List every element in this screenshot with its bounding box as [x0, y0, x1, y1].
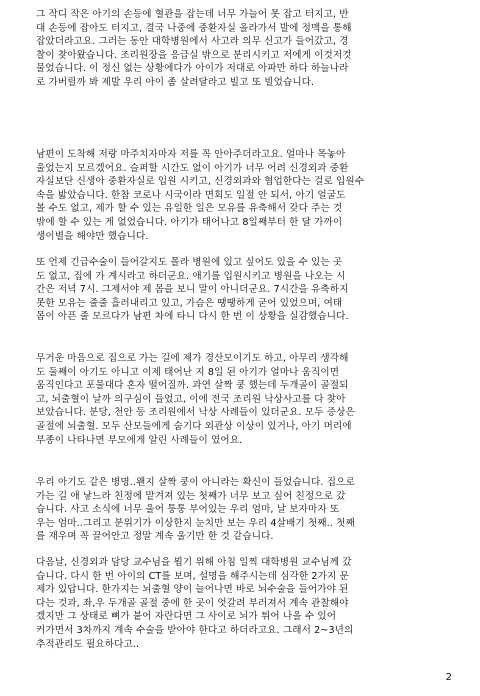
paragraph-5: 우리 아기도 같은 병명..왠지 살짝 쿵이 아니라는 확신이 들었습니다. 집으로 가는 길 애 낳느라 친정에 맡겨져 있는 첫째가 너무 보고 싶어 친정으로 갔 습니다. 사고 소식에 너무 울어 퉁퉁 부어있는 우리 엄마, 날 보자마자 또 우는 엄마..그리고 분위기가 이상한지 눈치만 보는 우리 4살배기 첫째.. 첫째 를 재우며 꼭 끌어안고 정말 계속 울기만 한 것 같습니다.	[36, 477, 355, 543]
paragraph-2: 남편이 도착해 저랑 마주치자마자 저를 꼭 안아주더라고요. 얼마나 목놓아 울었는지 모르겠어요. 슬퍼할 시간도 없이 아기가 너무 어려 신경외과 중환 자실보단 신생아 중환자실로 입원 시키고, 신경외과와 협업한다는 걸로 입원수 속을 밟았습니다. 한참 코로나 시국이라 면회도 일절 안 되서, 아기 얼굴도 볼 수도 없고, 제가 할 수 있는 유일한 일은 모유를 유축해서 갖다 주는 것 밖에 할 수 있는 게 없었습니다. 아기가 태어나고 8일째부터 한 달 가까이 생이별을 해야만 했습니다.	[36, 149, 365, 242]
paragraph-6: 다음날, 신경외과 담당 교수님을 뵙기 위해 아침 일찍 대학병원 교수님께 갔 습니다. 다시 한 번 아이의 CT를 보며, 설명을 해주시는데 심각한 2가지 문 제가 있답니다. 한가지는 뇌출혈 양이 늘어나면 바로 뇌수술을 들어가야 된 다는 것과, 좌,우 두개골 골절 중에 한 곳이 엇갈려 부러져서 계속 관찰해야 겠지만 그 상태로 뼈가 붙어 자란다면 그 사이로 뇌가 튀어 나올 수 있어 커가면서 3차까지 계속 수술을 받아야 한다고 하더라고요. 그래서 2~3년의 추적관리도 필요하다고..	[36, 557, 354, 650]
page-number: 2	[445, 672, 452, 683]
paragraph-1: 그 작디 작은 아기의 손등에 혈관을 잡는데 너무 가늘어 못 잡고 터지고, 반 대 손등에 잡아도 터지고, 결국 나중에 중환자실 올라가서 발에 정맥을 통해 잡았더라고요. 그러는 동안 대학병원에서 사고라 의무 신고가 들어갔고, 경 찰이 찾아왔습니다. 조리원장을 응급실 밖으로 분리시키고 저에게 이것저것 물었습니다. 이 정신 없는 상황에다가 아이가 저대로 아파만 하다 하늘나라 로 가버릴까 봐 제발 우리 아이 좀 살려달라고 빌고 또 빌었습니다.	[36, 9, 352, 88]
paragraph-3: 또 언제 긴급수술이 들어갈지도 몰라 병원에 있고 싶어도 있을 수 있는 곳 도 없고, 집에 가 계시라고 하더군요. 애기를 입원시키고 병원을 나오는 시 간은 저녁 7시. 그제서야 제 몸을 보니 말이 아니더군요. 7시간을 유축하지 못한 모유는 줄줄 흘러내리고 있고, 가슴은 땡땡하게 굳어 있었으며, 여태 몸이 아픈 줄 모르다가 남편 차에 타니 다시 한 번 이 상황을 실감했습니다.	[36, 257, 349, 323]
paragraph-4: 무거운 마음으로 집으로 가는 길에 제가 경산모이기도 하고, 아무리 생각해 도 둘째이 아기도 아니고 이제 태어난 지 8일 된 아기가 얼마나 움직이면 움직인다고 포물대다 혼자 떨어질까. 과연 살짝 쿵 했는데 두개골이 골절되 고, 뇌출혈이 날까 의구심이 들었고, 이에 전국 조리원 낙상사고를 다 찾아 보았습니다. 분당, 천안 등 조리원에서 낙상 사례들이 있더군요. 모두 증상은 골절에 뇌출혈. 모두 산모들에게 숨기다 외관상 이상이 있거나, 아기 머리에 부종이 나타나면 부모에게 알린 사례들이 였어요.	[36, 353, 355, 446]
